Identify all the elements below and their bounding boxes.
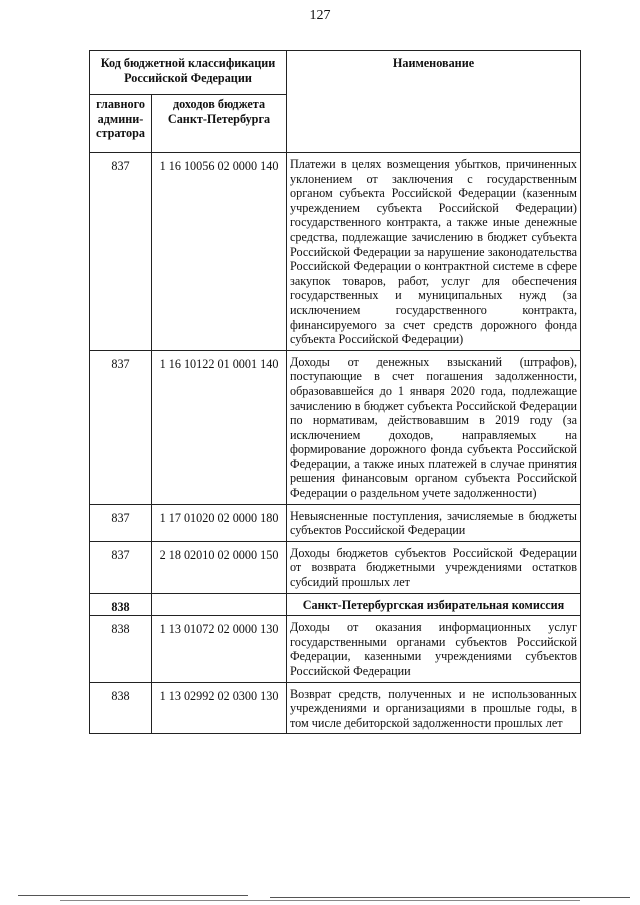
table-row xyxy=(90,541,581,593)
admin-code-cell: 838 xyxy=(90,616,152,682)
income-code-cell: 1 16 10122 01 0001 140 xyxy=(152,350,287,504)
admin-code-cell: 837 xyxy=(90,350,152,504)
table-row xyxy=(90,682,581,734)
income-code-cell: 2 18 02010 02 0000 150 xyxy=(152,541,287,593)
income-name-cell: Санкт-Петербургская избирательная комиссия xyxy=(287,593,581,616)
budget-classification-table xyxy=(89,50,581,734)
header-name: Наименование xyxy=(287,51,581,153)
income-code-cell: 1 17 01020 02 0000 180 xyxy=(152,504,287,541)
admin-code-cell: 837 xyxy=(90,504,152,541)
table-row xyxy=(90,593,581,616)
table-row xyxy=(90,504,581,541)
header-main-admin: главного админи-стратора xyxy=(90,95,152,153)
admin-code-cell: 838 xyxy=(90,682,152,734)
income-code-cell: 1 13 02992 02 0300 130 xyxy=(152,682,287,734)
header-code-group: Код бюджетной классификации Российской Федерации xyxy=(90,51,287,95)
scan-artifact-lines xyxy=(0,893,640,905)
income-name-cell: Доходы от оказания информационных услуг государственными органами субъектов Российской Федерации, казенными учреждениями субъектов Российской Федерации xyxy=(287,616,581,682)
income-name-cell: Доходы от денежных взысканий (штрафов), поступающие в счет погашения задолженности, образовавшейся до 1 января 2020 года, подлежащие зачислению в бюджет субъекта Российской Федерации по нормативам, действовавшим в 2019 году (за исключением доходов, направляемых на формирование дорожного фонда субъекта Российской Федерации, а также иных платежей в случае принятия решения финансовым органом субъекта Российской Федерации о раздельном учете задолженности) xyxy=(287,350,581,504)
table-body xyxy=(90,153,581,734)
table-row xyxy=(90,153,581,351)
header-income: доходов бюджета Санкт-Петербурга xyxy=(152,95,287,153)
income-code-cell: 1 13 01072 02 0000 130 xyxy=(152,616,287,682)
income-name-cell: Платежи в целях возмещения убытков, причиненных уклонением от заключения с государственным органом субъекта Российской Федерации (казенным учреждением субъекта Российской Федерации) государственного контракта, а также иные денежные средства, подлежащие зачислению в бюджет субъекта Российской Федерации за нарушение законодательства Российской Федерации о контрактной системе в сфере закупок товаров, работ, услуг для обеспечения государственных и муниципальных нужд (за исключением государственного контракта, финансируемого за счет средств дорожного фонда субъекта Российской Федерации) xyxy=(287,153,581,351)
admin-code-cell: 838 xyxy=(90,593,152,616)
income-name-cell: Возврат средств, полученных и не использованных учреждениями и организациями в прошлые годы, в том числе дебиторской задолженности прошлых лет xyxy=(287,682,581,734)
table-row xyxy=(90,350,581,504)
income-name-cell: Невыясненные поступления, зачисляемые в бюджеты субъектов Российской Федерации xyxy=(287,504,581,541)
admin-code-cell: 837 xyxy=(90,541,152,593)
income-code-cell xyxy=(152,593,287,616)
income-code-cell: 1 16 10056 02 0000 140 xyxy=(152,153,287,351)
page-number: 127 xyxy=(309,8,331,23)
table-row xyxy=(90,616,581,682)
income-name-cell: Доходы бюджетов субъектов Российской Федерации от возврата бюджетными учреждениями остатков субсидий прошлых лет xyxy=(287,541,581,593)
admin-code-cell: 837 xyxy=(90,153,152,351)
